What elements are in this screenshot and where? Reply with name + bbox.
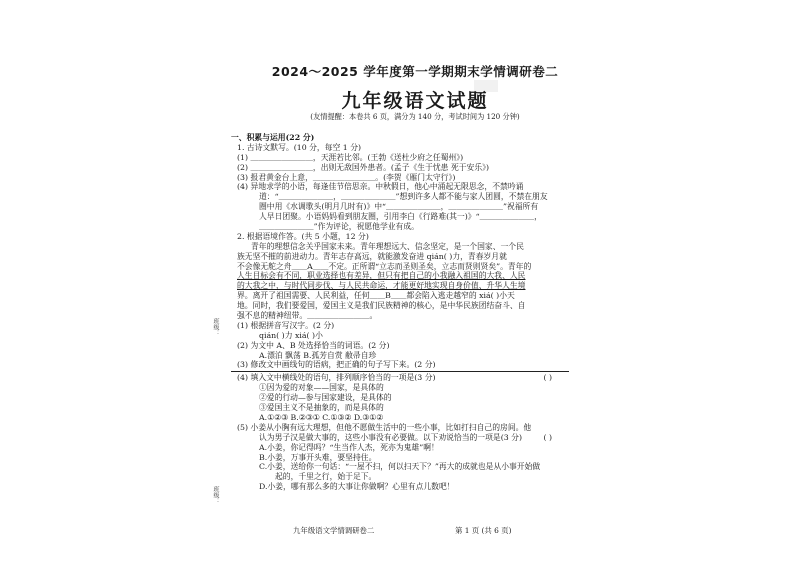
exam-title: 2024～2025 学年度第一学期期末学情调研卷二 [271, 64, 559, 79]
question-2-2: (2) 为文中 A、B 处选择恰当的词语。(2 分) [237, 340, 390, 350]
option-2: ②爱的行动—参与国家建设，是具体的 [259, 393, 392, 403]
question-1-4-line1: (4) 异地求学的小语，每逢佳节倍思亲。中秋假日，他心中涌起无限思念，不禁吟诵 [237, 182, 524, 192]
passage-line: 地。同时，我们要爱国，爱国主义是我们民族精神的核心，是中华民族团结奋斗、自 [237, 301, 526, 311]
passage-line: 不会像无舵之舟＿＿A＿＿不定。正所谓“立志而圣则圣矣，立志而贤则贤矣”。青年的 [237, 261, 532, 271]
exam-body [231, 133, 582, 492]
question-2-5-line1: (5) 小姜从小胸有远大理想，但他不愿做生活中的一些小事，比如打扫自己的房间。他 [237, 422, 532, 432]
question-1-1: (1) ＿＿＿＿＿＿＿＿，天涯若比邻。(王勃《送杜少府之任蜀州》) [237, 152, 464, 162]
footer-title: 九年级语文学情调研卷二 [293, 526, 375, 535]
option-1: ①因为爱的对象——国家，是具体的 [259, 383, 384, 393]
passage-line: 青年的理想信念关乎国家未来。青年理想远大、信念坚定，是一个国家、一个民 [251, 241, 524, 251]
question-2-1: (1) 根据拼音写汉字。(2 分) [237, 320, 335, 330]
question-1-2: (2) ＿＿＿＿＿＿＿＿，出则无敌国外患者。(孟子《生于忧患 死于安乐》) [237, 162, 490, 172]
exam-subtitle: 九年级语文试题 [341, 90, 489, 112]
margin-class-label: 班级： [212, 318, 219, 336]
passage-line: 强不息的精神纽带。＿＿＿＿＿＿＿＿。 [237, 311, 378, 321]
choice-options: A.①②③ B.②③① C.①③② D.③①② [259, 412, 384, 422]
question-2-5-text: 认为男子汉是做大事的，这些小事没有必要做。以下劝说恰当的一项是(3 分) [259, 432, 523, 442]
choice-c-cont: 起的，千里之行，始于足下。 [275, 472, 377, 482]
answer-paren: ( ) [543, 432, 552, 442]
question-1-3: (3) 报君黄金台上意，＿＿＿＿＿＿＿＿。(李贺《雁门太守行》) [237, 172, 456, 182]
choice-a: A.小姜，你记得吗？“生当作人杰，死亦为鬼雄”啊！ [259, 442, 439, 452]
question-2-1-blanks: qián( )力 xiá( )小 [259, 330, 323, 340]
footer-page-number: 第 1 页 (共 6 页) [455, 526, 512, 535]
question-2-4-text: (4) 填入文中横线处的语句，排列顺序恰当的一项是(3 分) [237, 373, 436, 383]
question-1-4-line3: 圈中用《水调歌头(明月几时有)》中“＿＿＿＿＿＿＿，＿＿＿＿＿＿＿”祝福所有 [259, 202, 539, 212]
question-2-4 [231, 373, 582, 383]
passage-line-underlined: 人生目标会有不同，职业选择也有差异，但只有把自己的小我融入祖国的大我、人民 [237, 271, 526, 281]
margin-class-label-lower: 班级： [212, 486, 219, 504]
question-1-title: 1. 古诗文默写。(10 分，每空 1 分) [237, 142, 362, 152]
question-1-4-line5: ＿＿＿＿＿＿＿”作为评论，祝愿他学业有成。 [259, 222, 419, 232]
question-1-4-line2: 道：“＿＿＿＿＿＿＿，＿＿＿＿＿＿＿”想到许多人都不能与家人团圆，不禁在朋友 [259, 192, 548, 202]
choice-b: B.小姜，万事开头难，要坚持住。 [259, 452, 377, 462]
question-2-title: 2. 根据语境作答。(共 5 小题，12 分) [237, 231, 369, 241]
section-heading: 一、积累与运用(22 分) [231, 133, 315, 142]
passage-line: 界。离开了祖国需要、人民利益，任何＿＿B＿＿都会陷入逃走越窄的 xiá( )小天 [237, 291, 515, 301]
question-1-4-line4: 人早日团聚。小语妈妈看到朋友圈，引用李白《行路难(其一)》“＿＿＿＿＿＿＿， [259, 212, 542, 222]
question-2-2-options: A.漂泊 飘荡 B.孤芳自赏 敝帚自珍 [259, 350, 377, 360]
question-2-5-line2 [231, 433, 582, 443]
answer-paren: ( ) [543, 373, 552, 383]
question-2-3: (3) 修改文中画线句的语病，把正确的句子写下来。(2 分) [237, 360, 436, 370]
exam-hint: (友情提醒：本卷共 6 页，满分为 140 分，考试时间为 120 分钟) [310, 112, 520, 121]
passage-line-underlined: 的大我之中，与时代同步伐、与人民共命运，才能更好地实现自身价值、升华人生境 [237, 281, 526, 291]
option-3: ③爱国主义不是抽象的，而是具体的 [259, 403, 384, 413]
passage-line: 族无坚不摧的前进动力。青年志存高远，就能激发奋进 qián( )力，青春岁月就 [237, 251, 507, 261]
choice-d: D.小姜，哪有那么多的大事让你做啊？心里有点儿数吧！ [259, 482, 455, 492]
choice-c: C.小姜，送给你一句话：“一屋不扫，何以扫天下？”再大的成就也是从小事开始做 [259, 462, 541, 472]
